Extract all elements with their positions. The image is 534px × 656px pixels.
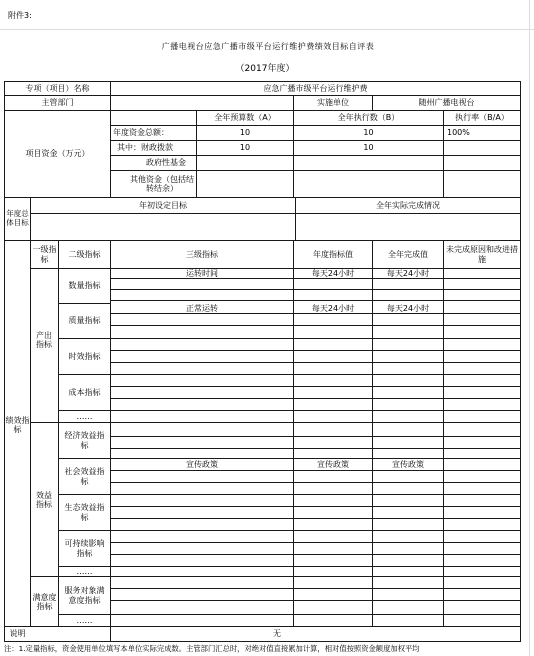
table-rule — [110, 81, 111, 197]
form-year: （2017年度） — [235, 63, 295, 74]
table-row-rule — [110, 470, 521, 471]
funds-row-executed: 10 — [363, 143, 374, 153]
table-row-rule — [110, 518, 521, 519]
table-row-rule — [110, 506, 521, 507]
table-row-rule — [110, 313, 521, 314]
funds-row-budget: 10 — [239, 143, 251, 153]
department-label: 主管部门 — [41, 98, 74, 108]
indicator-entry-target: 每天24小时 — [311, 269, 355, 278]
table-row-rule — [110, 436, 521, 437]
indicator-header-actual: 全年完成值 — [388, 249, 428, 259]
gridline — [0, 29, 534, 30]
funds-row-rate: 100% — [447, 128, 470, 138]
table-rule — [58, 530, 521, 531]
funds-row-budget: 10 — [239, 128, 251, 138]
indicator-entry-actual: 每天24小时 — [386, 304, 430, 313]
table-row-rule — [110, 289, 521, 290]
performance-indicators-label: 绩效指标 — [5, 415, 30, 434]
project-name-label: 专项（项目）名称 — [25, 83, 90, 93]
funds-section-label: 项目资金（万元） — [25, 149, 90, 159]
level2-sustainability: 可持续影响指标 — [64, 539, 105, 558]
funds-col-budget: 全年预算数（A） — [214, 113, 276, 123]
indicator-header-level3: 三级指标 — [186, 249, 218, 259]
funds-row-label: 政府性基金 — [146, 158, 186, 168]
footnote: 注：1.定量指标，资金使用单位填写本单位实际完成数。主管部门汇总时，对绝对值直接累加计算，相对值按照资金额度加权平均 — [4, 643, 420, 653]
table-rule — [58, 374, 521, 375]
table-row-rule — [110, 588, 521, 589]
table-rule — [58, 566, 521, 567]
table-rule — [520, 81, 521, 641]
indicator-header-level1: 一级指标 — [32, 245, 57, 264]
table-row-rule — [110, 386, 521, 387]
level2-service-satisfaction: 服务对象满意度指标 — [64, 586, 105, 605]
funds-row-executed: 10 — [363, 128, 374, 138]
gridline — [529, 0, 530, 656]
project-name-value: 应急广播市级平台运行维护费 — [263, 83, 368, 93]
remarks-label: 说明 — [9, 629, 26, 639]
table-row-rule — [110, 300, 521, 301]
table-rule — [443, 240, 444, 626]
level2-quality: 质量指标 — [68, 316, 101, 326]
goal-actual-header: 全年实际完成情况 — [376, 200, 440, 210]
table-rule — [58, 338, 521, 339]
indicator-entry-target: 每天24小时 — [311, 304, 355, 313]
level2-ellipsis: …… — [76, 615, 93, 625]
table-row-rule — [110, 554, 521, 555]
level1-output-indicators: 产出指标 — [36, 330, 52, 349]
overall-goal-label: 年度总体目标 — [6, 209, 29, 227]
table-rule — [293, 240, 294, 626]
indicator-header-level2: 二级指标 — [68, 249, 101, 259]
table-row-rule — [110, 482, 521, 483]
level2-quantity: 数量指标 — [68, 281, 101, 291]
form-title: 广播电视台应急广播市级平台运行维护费绩效目标自评表 — [161, 42, 375, 52]
goal-planned-header: 年初设定目标 — [139, 200, 187, 210]
table-row-rule — [110, 398, 521, 399]
level1-benefit-indicators: 效益指标 — [36, 490, 52, 509]
table-row-rule — [110, 362, 521, 363]
indicator-entry-actual: 每天24小时 — [386, 269, 430, 278]
funds-row-label: 其中：财政拨款 — [117, 143, 173, 153]
table-row-rule — [110, 350, 521, 351]
attachment-label: 附件3: — [8, 11, 32, 21]
table-row-rule — [110, 325, 521, 326]
indicator-header-reason: 未完成原因和改进措施 — [446, 245, 518, 264]
level2-cost: 成本指标 — [68, 387, 101, 397]
funds-col-executed: 全年执行数（B） — [337, 113, 400, 123]
level2-social: 社会效益指标 — [64, 467, 105, 486]
level1-satisfaction-indicators: 满意度指标 — [32, 592, 57, 611]
funds-row-label: 年度资金总额： — [113, 128, 169, 138]
table-rule — [110, 240, 111, 626]
indicator-header-target: 年度指标值 — [313, 249, 353, 259]
table-row-rule — [110, 278, 521, 279]
level2-ellipsis: …… — [76, 411, 93, 421]
indicator-entry-target: 宣传政策 — [317, 459, 349, 469]
implementing-unit-value: 随州广播电视台 — [418, 98, 475, 108]
table-rule — [372, 240, 373, 626]
indicator-entry-name: 宣传政策 — [186, 459, 218, 469]
level2-ecological: 生态效益指标 — [64, 503, 105, 522]
table-row-rule — [110, 600, 521, 601]
table-rule — [30, 213, 521, 214]
table-row-rule — [110, 542, 521, 543]
implementing-unit-label: 实施单位 — [317, 98, 349, 108]
funds-row-label: 其他资金（包括结转结余） — [130, 174, 194, 193]
table-rule — [58, 494, 521, 495]
remarks-value: 无 — [273, 629, 281, 639]
table-rule — [58, 410, 521, 411]
indicator-entry-name: 正常运转 — [186, 304, 218, 313]
table-rule — [30, 197, 31, 626]
indicator-entry-name: 运转时间 — [186, 269, 218, 278]
table-row-rule — [110, 448, 521, 449]
table-rule — [58, 614, 521, 615]
level2-economic: 经济效益指标 — [64, 431, 105, 450]
indicator-entry-actual: 宣传政策 — [392, 459, 424, 469]
funds-col-rate: 执行率（B/A） — [455, 113, 509, 123]
level2-timeliness: 时效指标 — [68, 351, 101, 361]
level2-ellipsis: …… — [76, 567, 93, 576]
